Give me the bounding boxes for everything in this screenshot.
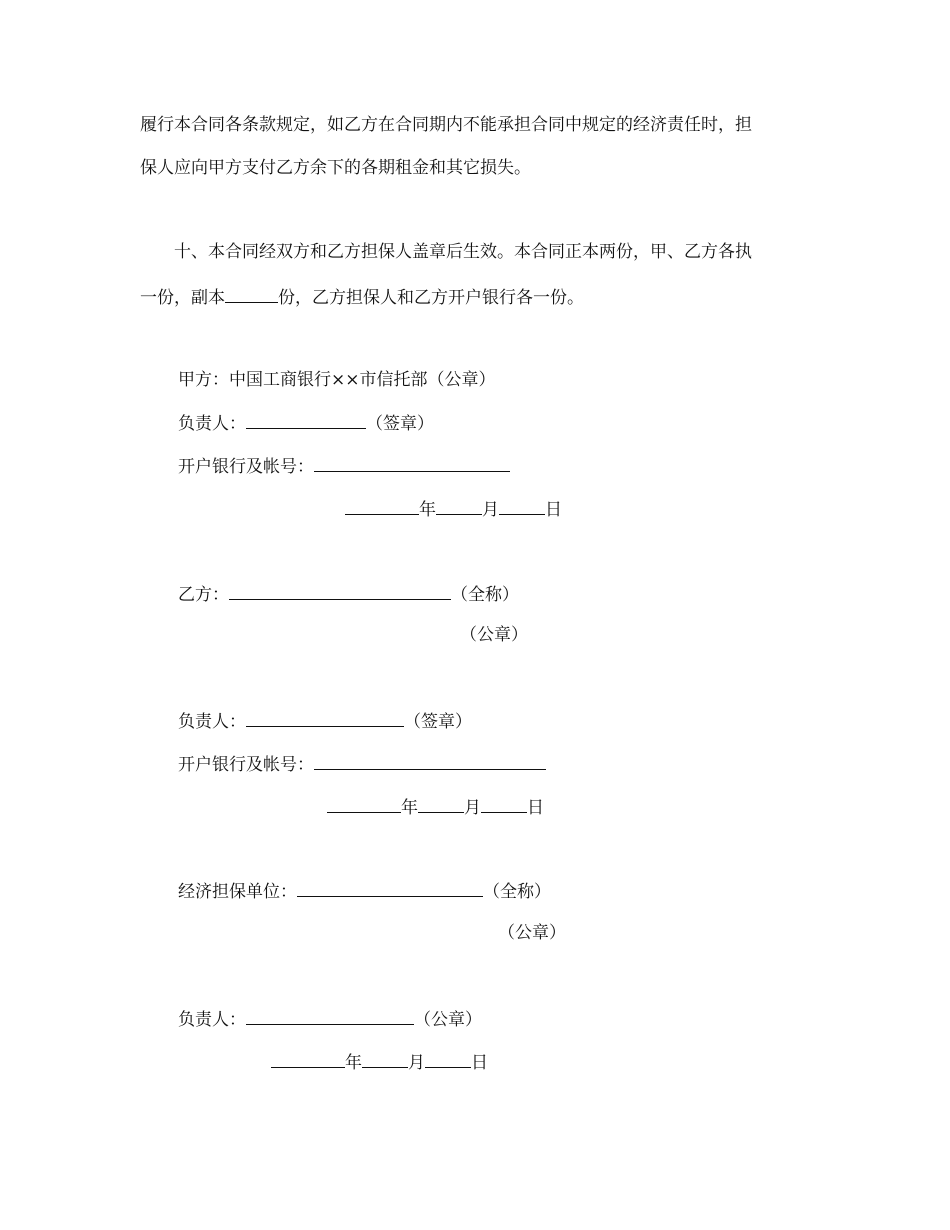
guarantor-year-label: 年 [345, 1053, 362, 1073]
guarantor-label: 经济担保单位： [178, 882, 297, 902]
guarantor-name-row [178, 878, 551, 904]
guarantor-responsible-suffix: （公章） [414, 1010, 482, 1030]
party-a-bank-label: 开户银行及帐号： [178, 457, 314, 477]
party-b-name-blank[interactable] [229, 581, 451, 600]
guarantor-date-row [271, 1049, 488, 1075]
guarantor-month-label: 月 [408, 1053, 425, 1073]
party-b-seal: （公章） [460, 625, 528, 645]
party-b-bank-blank[interactable] [314, 751, 546, 770]
party-b-day-label: 日 [527, 798, 544, 818]
guarantor-responsible-blank[interactable] [246, 1006, 414, 1025]
party-b-month-blank[interactable] [418, 794, 464, 813]
guarantor-day-blank[interactable] [425, 1049, 471, 1068]
guarantor-seal: （公章） [498, 923, 566, 943]
party-a-day-label: 日 [545, 500, 562, 520]
party-a-responsible-suffix: （签章） [366, 414, 434, 434]
party-b-responsible-row [178, 708, 472, 734]
party-b-responsible-blank[interactable] [246, 708, 404, 727]
party-b-month-label: 月 [464, 798, 481, 818]
clause-10-line-2 [140, 284, 584, 310]
party-b-responsible-label: 负责人： [178, 712, 246, 732]
guarantor-full-name-suffix: （全称） [483, 882, 551, 902]
guarantor-responsible-row [178, 1006, 482, 1032]
clause-10-text-a: 一份，副本 [140, 288, 225, 308]
party-b-label: 乙方： [178, 585, 229, 605]
party-a-name: 甲方：中国工商银行××市信托部（公章） [178, 370, 496, 390]
party-a-bank-row [178, 453, 510, 479]
guarantor-day-label: 日 [471, 1053, 488, 1073]
party-a-bank-blank[interactable] [314, 453, 510, 472]
party-a-month-label: 月 [482, 500, 499, 520]
clause-9-line-1: 履行本合同各条款规定，如乙方在合同期内不能承担合同中规定的经济责任时，担 [140, 115, 752, 135]
party-b-date-row [327, 794, 544, 820]
guarantor-month-blank[interactable] [362, 1049, 408, 1068]
party-b-bank-row [178, 751, 546, 777]
party-b-responsible-suffix: （签章） [404, 712, 472, 732]
clause-10-text-b: 份，乙方担保人和乙方开户银行各一份。 [278, 288, 584, 308]
party-a-year-label: 年 [419, 500, 436, 520]
party-b-year-label: 年 [401, 798, 418, 818]
copies-count-blank[interactable] [225, 284, 278, 303]
party-b-bank-label: 开户银行及帐号： [178, 755, 314, 775]
party-a-month-blank[interactable] [436, 496, 482, 515]
party-a-responsible-blank[interactable] [246, 410, 366, 429]
party-b-year-blank[interactable] [327, 794, 401, 813]
party-a-year-blank[interactable] [345, 496, 419, 515]
party-b-full-name-suffix: （全称） [451, 585, 519, 605]
party-a-responsible-label: 负责人： [178, 414, 246, 434]
party-a-day-blank[interactable] [499, 496, 545, 515]
clause-10-line-1: 十、本合同经双方和乙方担保人盖章后生效。本合同正本两份，甲、乙方各执 [174, 242, 752, 262]
clause-9-line-2: 保人应向甲方支付乙方余下的各期租金和其它损失。 [140, 158, 531, 178]
guarantor-name-blank[interactable] [297, 878, 483, 897]
party-a-responsible-row [178, 410, 434, 436]
guarantor-responsible-label: 负责人： [178, 1010, 246, 1030]
party-a-date-row [345, 496, 562, 522]
guarantor-year-blank[interactable] [271, 1049, 345, 1068]
party-b-name-row [178, 581, 519, 607]
party-b-day-blank[interactable] [481, 794, 527, 813]
